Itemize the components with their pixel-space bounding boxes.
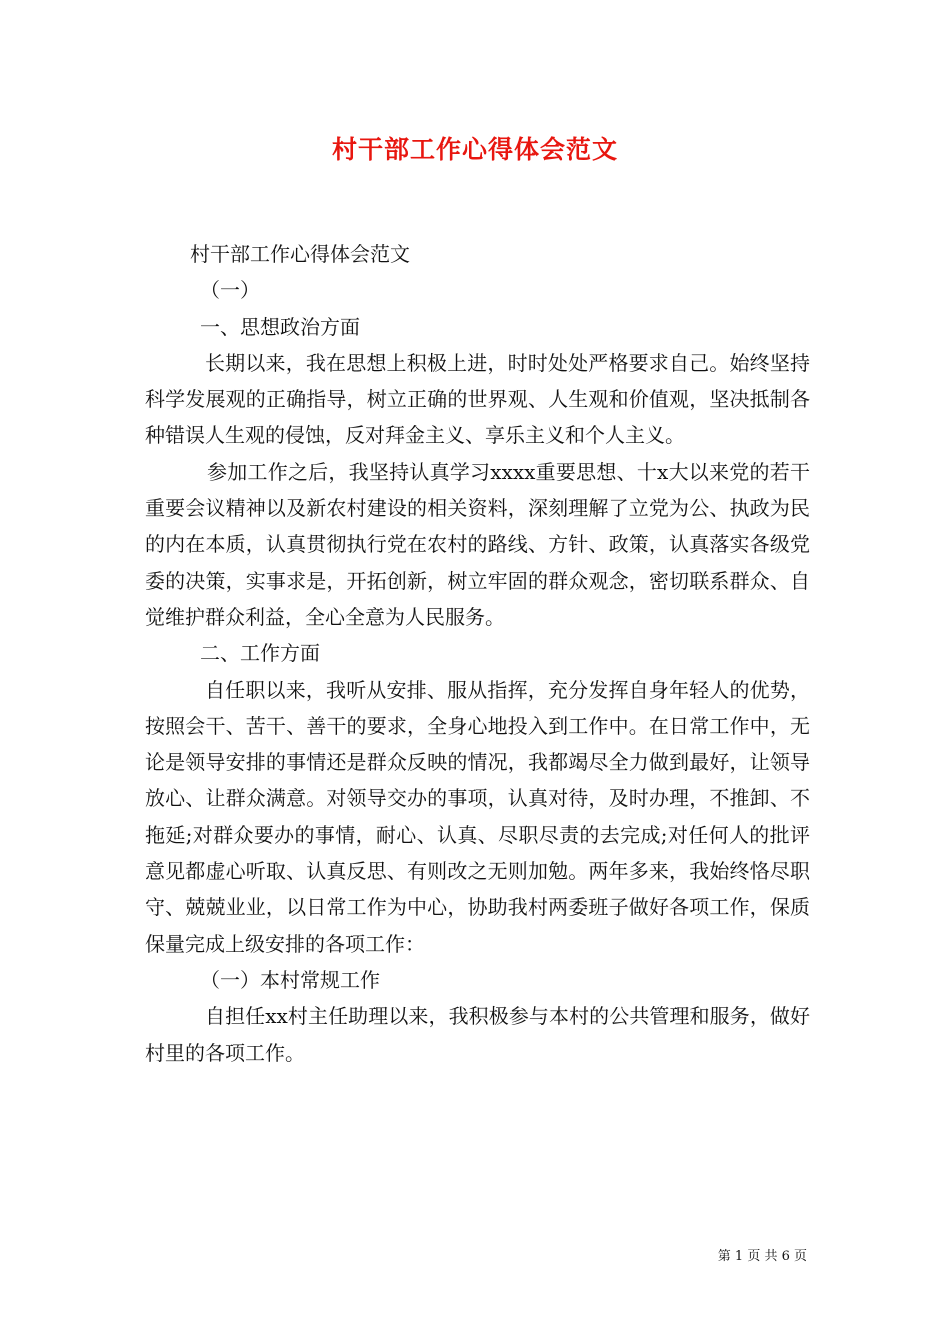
document-title: 村干部工作心得体会范文 (331, 135, 618, 164)
paragraph-political: 长期以来，我在思想上积极上进，时时处处严格要求自己。始终坚持科学发展观的正确指导，树立正确的世界观、人生观和价值观，坚决抵制各种错误人生观的侵蚀，反对拜金主义、享乐主义和个人主义。 (145, 350, 810, 448)
body-heading: 村干部工作心得体会范文 (190, 242, 410, 266)
section-number: （一） (200, 278, 260, 303)
subsection-heading-routine: （一）本村常规工作 (200, 967, 380, 992)
section-heading-political: 一、思想政治方面 (200, 314, 360, 339)
document-body (145, 236, 810, 1071)
page-number: 第 1 页 共 6 页 (717, 1249, 807, 1264)
paragraph-work: 自任职以来，我听从安排、服从指挥，充分发挥自身年轻人的优势，按照会干、苦干、善干的要求，全身心地投入到工作中。在日常工作中，无论是领导安排的事情还是群众反映的情况，我都竭尽全力做到最好，让领导放心、让群众满意。对领导交办的事项，认真对待，及时办理，不推卸、不拖延;对群众要办的事情，耐心、认真、尽职尽责的去完成;对任何人的批评意见都虚心听取、认真反思、有则改之无则加勉。两年多来，我始终恪尽职守、兢兢业业，以日常工作为中心，协助我村两委班子做好各项工作，保质保量完成上级安排的各项工作： (145, 677, 810, 956)
paragraph-study: 参加工作之后，我坚持认真学习xxxx重要思想、十x大以来党的若干重要会议精神以及新农村建设的相关资料，深刻理解了立党为公、执政为民的内在本质，认真贯彻执行党在农村的路线、方针、政策，认真落实各级党委的决策，实事求是，开拓创新，树立牢固的群众观念，密切联系群众、自觉维护群众利益，全心全意为人民服务。 (145, 459, 810, 629)
paragraph-routine: 自担任xx村主任助理以来，我积极参与本村的公共管理和服务，做好村里的各项工作。 (145, 1004, 810, 1065)
section-heading-work: 二、工作方面 (200, 641, 320, 666)
